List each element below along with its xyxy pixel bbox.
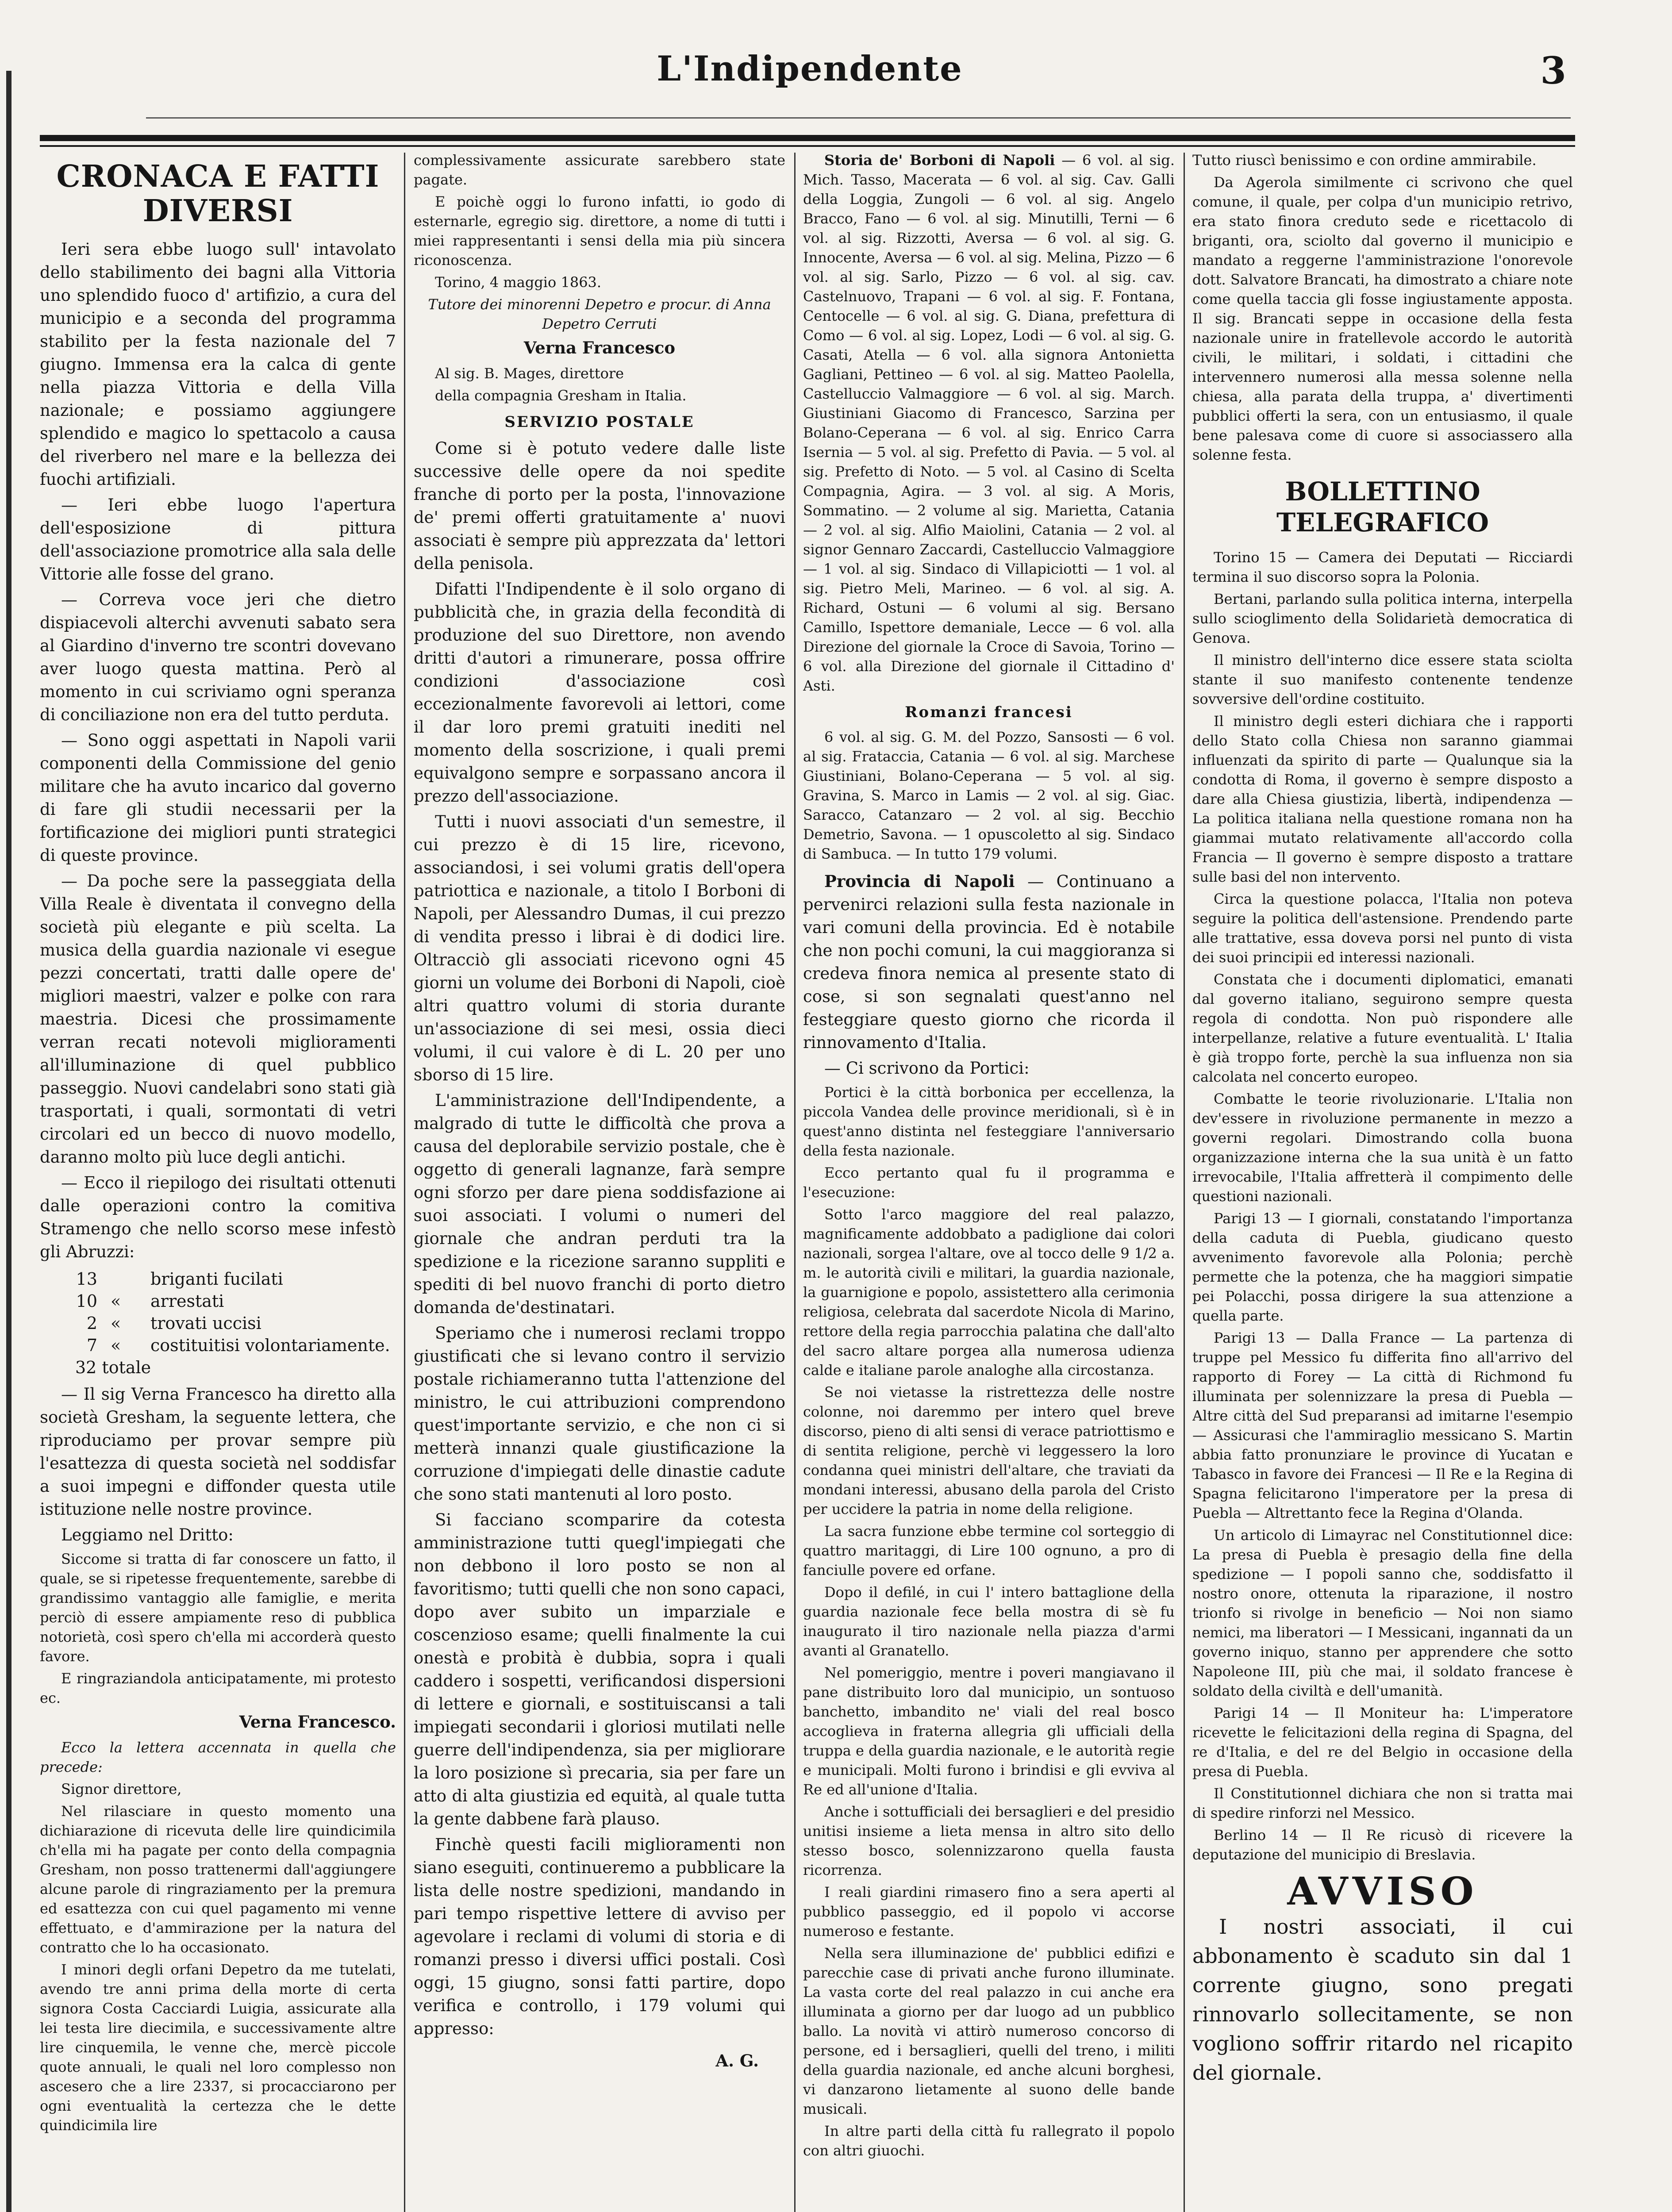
- results-total: 32 totale: [75, 1358, 151, 1377]
- article-paragraph: Dopo il defilé, in cui l' intero battaglione della guardia nazionale fece bella mostra di sè fu inaugurato il tiro nazionale nella piazza d'armi avanti al Granatello.: [803, 1584, 1175, 1659]
- article-paragraph: Tutto riuscì benissimo e con ordine ammirabile.: [1192, 152, 1537, 169]
- article-paragraph: — Sono oggi aspettati in Napoli varii componenti della Commissione del genio militare che ha avuto incarico dal governo di fare gli studii necessarii per la fortificazione dei migliori punti strategici di queste province.: [40, 731, 396, 865]
- column-divider: [794, 153, 796, 2212]
- article-paragraph: Nella sera illuminazione de' pubblici edifizi e parecchie case di privati anche furono illuminate. La vasta corte del real palazzo in cui anche era illuminata a giorno per dar luogo ad un pubblico ballo. La novità vi attirò numeroso concorso di persone, ed i bersaglieri, quelli del treno, i militi della guardia nazionale, ed anche alcuni borghesi, vi danzarono lietamente al suono delle bande musicali.: [803, 1945, 1175, 2117]
- binding-edge: [6, 71, 12, 2212]
- signer-title: Tutore dei minorenni Depetro e procur. di Anna Depetro Cerruti: [428, 296, 771, 332]
- article-paragraph: Si facciano scomparire da cotesta amministrazione tutti quegl'impiegati che non debbono il loro posto se non al favoritismo; tutti quelli che non sono capaci, dopo aver subito un imparziale e coscenzioso esame; quelli finalmente la cui onestà e probità è dubbia, sopra i quali caddero i sospetti, verificandosi dispersioni di lettere e giornali, e sostituiscansi a tali impiegati secondarii i gloriosi mutilati nelle guerre dell'indipendenza, sia per migliorare la loro posizione sì precaria, sia per fare un atto di alta giustizia ed equità, al quale tutta la gente dabbene farà plauso.: [414, 1510, 785, 1828]
- column-divider: [1184, 153, 1185, 2212]
- article-paragraph: — Ecco il riepilogo dei risultati ottenuti dalle operazioni contro la comitiva Stramengo che nello scorso mese infestò gli Abruzzi:: [40, 1173, 396, 1261]
- article-paragraph: Sotto l'arco maggiore del real palazzo, magnificamente addobbato a padiglione dai colori nazionali, sorgea l'altare, ove al tocco delle 9 1/2 a. m. le autorità civili e militari, la guardia nazionale, la guarnigione e popolo, assistettero alla cerimonia religiosa, celebrata dal sacerdote Nicola di Marino, rettore della regia parrocchia palatina che dall'alto del sacro altare porgea alla numerosa udienza calde e italiane parole analoghe alla circostanza.: [803, 1206, 1175, 1379]
- article-paragraph: — Ci scrivono da Portici:: [824, 1059, 1030, 1078]
- letter-paragraph: Nel rilasciare in questo momento una dichiarazione di ricevuta delle lire quindicimila ch'ella mi ha pagate per conto della compagnia Gresham, non posso trattenermi dall'aggiungere alcune parole di ringraziamento per la premura ed esattezza con cui quel pagamento mi venne effettuato, e d'ammirazione per la natura del contratto che lo ha occasionato.: [40, 1803, 396, 1956]
- article-paragraph: In altre parti della città fu rallegrato il popolo con altri giuochi.: [803, 2123, 1175, 2159]
- telegram: Torino 15 — Camera dei Deputati — Ricciardi termina il suo discorso sopra la Polonia.: [1192, 549, 1573, 585]
- article-paragraph: I reali giardini rimasero fino a sera aperti al pubblico passeggio, ed il popolo vi accorse numeroso e festante.: [803, 1884, 1175, 1939]
- telegram: Constata che i documenti diplomatici, emanati dal governo italiano, seguirono sempre questa regola di condotta. Non può rispondere alle interpellanze, relative a future eventualità. L' Italia è già troppo forte, perchè la sua influenza non sia calcolata nel concerto europeo.: [1192, 971, 1573, 1085]
- article-heading: Provincia di Napoli: [824, 872, 1015, 891]
- list-heading: Romanzi francesi: [905, 703, 1073, 721]
- article-paragraph: Difatti l'Indipendente è il solo organo di pubblicità che, in grazia della fecondità di produzione del suo Direttore, non avendo dritti d'autori a rimunerare, possa offrire condizioni d'associazione così eccezionalmente favorevoli ai lettori, come il dar loro premi gratuiti inediti nel momento della soscrizione, i quali premi equivalgono sempre e sorpassano ancora il prezzo dell'associazione.: [414, 580, 785, 806]
- letter-paragraph: I minori degli orfani Depetro da me tutelati, avendo tre anni prima della morte di certa signora Costa Cacciardi Luigia, assicurate alla lei testa lire diecimila, e successivamente altre lire cinquemila, le venne che, mercè piccole quote annuali, le quali nel loro complesso non ascesero che a lire 2337, si procacciarono per ogni eventualità la certezza che le dette quindicimila lire: [40, 1961, 396, 2134]
- telegram: Combatte le teorie rivoluzionarie. L'Italia non dev'essere in rivoluzione permanente in mezzo a governi regolari. Dimostrando colla buona organizzazione interna che la sua unità è un fatto irrevocabile, l'Italia affretterà il compimento delle questioni nazionali.: [1192, 1091, 1573, 1205]
- telegram: Circa la questione polacca, l'Italia non poteva seguire la politica dell'astensione. Prendendo parte alle trattative, essa doveva porsi nel punto di vista dei suoi principii ed interessi nazionali.: [1192, 891, 1573, 966]
- article-paragraph: — Correva voce jeri che dietro dispiacevoli alterchi avvenuti sabato sera al Giardino d'inverno tre scontri dovevano aver luogo questa mattina. Però al momento in cui scriviamo ogni speranza di conciliazione non era del tutto perduta.: [40, 590, 396, 724]
- masthead: [53, 49, 1566, 102]
- article-paragraph: Anche i sottufficiali dei bersaglieri e del presidio unitisi insieme a lieta mensa in altro sito dello stesso bosco, solennizzarono quella fausta ricorrenza.: [803, 1803, 1175, 1878]
- addressee: Al sig. B. Mages, direttore: [435, 365, 624, 382]
- shipment-list: Storia de' Borboni di Napoli — 6 vol. al sig. Mich. Tasso, Macerata — 6 vol. al sig. Cav. Galli della Loggia, Zungoli — 6 vol. al sig. Angelo Bracco, Fano — 6 vol. al sig. Minutilli, Terni — 6 vol. al sig. Rizzotti, Aversa — 6 vol. al sig. G. Innocente, Aversa — 6 vol. al sig. Melina, Pizzo — 6 vol. al sig. Sarlo, Pizzo — 6 vol. al sig. cav. Castelnuovo, Trapani — 6 vol. al sig. F. Fontana, Centocelle — 6 vol. al sig. G. Diana, prefettura di Como — 6 vol. al sig. Lopez, Lodi — 6 vol. al sig. G. Casati, Atella — 6 vol. alla signora Antonietta Gagliani, Pettineo — 6 vol. al sig. Matteo Paolella, Castelluccio Valmaggiore — 6 vol. al sig. March. Giustiniani Giacomo di Francesco, Sarzina per Bolano-Ceperana — 6 vol. al sig. Enrico Carra Isernia — 5 vol. al sig. Prefetto di Pavia. — 5 vol. al sig. Prefetto di Noto. — 5 vol. al Casino di Scelta Compagnia, Agira. — 3 vol. al sig. A Moris, Sommatino. — 2 volume al sig. Marietta, Catania — 2 vol. al sig. Alfio Maiolini, Catania — 2 vol. al signor Gennaro Zaccardi, Castelluccio Valmaggiore — 1 vol. al sig. Sindaco di Villapiciotti — 1 vol. al sig. Pietro Meli, Marineo. — 6 vol. al sig. A. Richard, Ostuni — 6 volumi al sig. Bersano Camillo, Ispettore demaniale, Lecce — 6 vol. alla Direzione del giornale la Croce di Savoia, Torino — 6 vol. alla Direzione del giornale il Cittadino d' Asti.: [803, 152, 1175, 694]
- telegram: Bertani, parlando sulla politica interna, interpella sullo scioglimento della Solidarietà democratica di Genova.: [1192, 591, 1573, 646]
- letter-salutation: Signor direttore,: [61, 1781, 182, 1797]
- article-paragraph: La sacra funzione ebbe termine col sorteggio di quattro maritaggi, di Lire 100 ognuno, a pro di fanciulle povere ed orfane.: [803, 1523, 1175, 1578]
- telegram: Un articolo di Limayrac nel Constitutionnel dice: La presa di Puebla è presagio della fine della spedizione — I popoli sanno che, soddisfatto il nostro onore, ottenuta la riparazione, il nostro trionfo si rivolge in beneficio — Noi non siamo nemici, ma liberatori — I Messicani, ingannati da un governo iniquo, stanno per apprendere che sotto Napoleone III, più che mai, il soldato francese è soldato della civiltà e dell'umanità.: [1192, 1527, 1573, 1699]
- article-paragraph: Portici è la città borbonica per eccellenza, la piccola Vandea delle province meridionali, sì è in quest'anno distinta nel festeggiare l'anniversario della festa nazionale.: [803, 1084, 1175, 1159]
- article-paragraph: E poichè oggi lo furono infatti, io godo di esternarle, egregio sig. direttore, a nome di tutti i miei rappresentanti i sensi della mia più sincera riconoscenza.: [414, 193, 785, 269]
- article-paragraph: Nel pomeriggio, mentre i poveri mangiavano il pane distribuito loro dal municipio, un sontuoso banchetto, imbandito ne' viali del real bosco accoglieva in fraterna allegria gli ufficiali della truppa e della guardia nazionale, e le autorità regie e municipali. Molti furono i brindisi e gli evviva al Re ed all'unione d'Italia.: [803, 1664, 1175, 1798]
- letter-paragraph: Siccome si tratta di far conoscere un fatto, il quale, se si ripetesse frequentemente, sarebbe di grandissimo vantaggio alle famiglie, e merita perciò di essere ampiamente reso di pubblica notorietà, così spero ch'ella mi accorderà questo favore.: [40, 1551, 396, 1665]
- masthead-title: L'Indipendente: [657, 49, 963, 89]
- addressee: della compagnia Gresham in Italia.: [435, 387, 687, 404]
- telegram: Il ministro degli esteri dichiara che i rapporti dello Stato colla Chiesa non saranno giammai influenzati da spirito di parte — Qualunque sia la condotta di Roma, il governo è sempre disposto a dare alla Chiesa giustizia, libertà, indipendenza — La politica italiana nella questione romana non ha giammai mutato relativamente all'accordo colla Francia — Il governo è sempre disposto a trattare sulle basi del non intervento.: [1192, 713, 1573, 885]
- column-1: [40, 150, 396, 2212]
- results-row: 10 « arrestati: [76, 1291, 224, 1311]
- article-paragraph: Da Agerola similmente ci scrivono che quel comune, il quale, per colpa d'un municipio retrivo, era stato finora creduto sede e ricettacolo di briganti, ora, sciolto dal governo il municipio e mandato a reggerne l'amministrazione l'onorevole dott. Salvatore Brancati, ha dimostrato a chiare note come quella taccia gli fosse ingiustamente apposta. Il sig. Brancati seppe in occasione della festa nazionale unire in fratellevole accordo le autorità civili, le militari, i soldati, i cittadini che intervennero numerosi alla messa solenne nella chiesa, alla parata della truppa, a' divertimenti pubblici offerti la sera, con un entusiasmo, il quale bene palesava come di cuore si associassero alla solenne festa.: [1192, 174, 1573, 463]
- telegram: Parigi 13 — I giornali, constatando l'importanza della caduta di Puebla, giudicano questo avvenimento favorevole alla Polonia; perchè permette che la potenza, che ha maggiori simpatie pei Polacchi, possa dirigere la sua attenzione a quella parte.: [1192, 1210, 1573, 1324]
- list-heading: Storia de' Borboni di Napoli: [824, 152, 1055, 169]
- column-4: [1192, 150, 1573, 2212]
- results-row: 7 « costituitisi volontariamente.: [86, 1336, 390, 1355]
- header-rule-thick: [40, 135, 1575, 141]
- telegram: Il Constitutionnel dichiara che non si tratta mai di spedire rinforzi nel Messico.: [1192, 1785, 1573, 1821]
- article-paragraph: Se noi vietasse la ristrettezza delle nostre colonne, noi daremmo per intero quel breve discorso, pieno di alti sensi di verace patriottismo e di sentita religione, perchè vi leggessero la loro condanna quei ministri dell'altare, che traviati da mondani interessi, abusano della parola del Cristo per uccidere la patria in nome della religione.: [803, 1384, 1175, 1517]
- article-paragraph: Tutti i nuovi associati d'un semestre, il cui prezzo è di 15 lire, ricevono, associandosi, i sei volumi gratis dell'opera patriottica e nazionale, a titolo I Borboni di Napoli, per Alessandro Dumas, il cui prezzo di vendita presso i librai è di dodici lire. Oltracciò gli associati ricevono ogni 45 giorni un volume dei Borboni di Napoli, cioè altri quattro volumi di storia durante un'associazione di sei mesi, ossia dieci volumi, il cui valore è di L. 20 per uno sborso di 15 lire.: [414, 812, 785, 1084]
- results-row: 13 briganti fucilati: [76, 1269, 283, 1289]
- telegram: Il ministro dell'interno dice essere stata sciolta stante il suo manifesto contenente tendenze sovversive dell'ordine costituito.: [1192, 652, 1573, 707]
- section-headline: BOLLETTINO TELEGRAFICO: [1276, 476, 1489, 538]
- header-rule-top: [146, 117, 1571, 119]
- telegram: Berlino 14 — Il Re ricusò di ricevere la deputazione del municipio di Breslavia.: [1192, 1827, 1573, 1863]
- dateline: Torino, 4 maggio 1863.: [435, 274, 602, 291]
- results-row: 2 « trovati uccisi: [86, 1313, 261, 1333]
- letter-signature: Verna Francesco.: [239, 1712, 396, 1732]
- article-paragraph: — Da poche sere la passeggiata della Villa Reale è diventata il convegno della società più elegante e più scelta. La musica della guardia nazionale vi esegue pezzi concertati, tratti dalle opere de' migliori maestri, valzer e polke con rara maestria. Dicesi che prossimamente verran recati notevoli miglioramenti all'illuminazione di quel pubblico passeggio. Nuovi candelabri sono stati già trasportati, i quali, sormontati di vetri circolari ed un becco di nuovo modello, daranno molto più luce degli antichi.: [40, 872, 396, 1167]
- article-paragraph: Ecco pertanto qual fu il programma e l'esecuzione:: [803, 1164, 1175, 1201]
- telegram: Parigi 14 — Il Moniteur ha: L'imperatore ricevette le felicitazioni della regina di Spagna, del re d'Italia, e del re del Belgio in occasione della presa di Puebla.: [1192, 1705, 1573, 1780]
- header-rule-thin: [40, 145, 1575, 147]
- section-title: SERVIZIO POSTALE: [504, 413, 695, 431]
- telegram: Parigi 13 — Dalla France — La partenza di truppe pel Messico fu differita fino all'arrivo del rapporto di Forey — La città di Richmond fu illuminata per solennizzare la presa di Puebla — Altre città del Sud preparansi ad imitarne l'esempio — Assicurasi che l'ammiraglio messicano S. Martin abbia fatto pronunziare le province di Yucatan e Tabasco in favore dei Francesi — Il Re e la Regina di Spagna felicitarono l'imperatore per la presa di Puebla — Altrettanto fece la Regina d'Olanda.: [1192, 1329, 1573, 1521]
- article-paragraph: Provincia di Napoli — Continuano a pervenirci relazioni sulla festa nazionale in vari comuni della provincia. Ed è notabile che non pochi comuni, la cui maggioranza si credeva finora nemica al presente stato di cose, si son segnalati quest'anno nel festeggiare questo giorno che ricorda il rinnovamento d'Italia.: [803, 872, 1175, 1052]
- letter-paragraph: E ringraziandola anticipatamente, mi protesto ec.: [40, 1670, 396, 1706]
- results-table: [58, 1268, 396, 1379]
- article-paragraph: — Il sig Verna Francesco ha diretto alla società Gresham, la seguente lettera, che riproduciamo per provar sempre più l'esattezza di questa società nel soddisfar a suoi impegni e diffonder questa utile istituzione nelle nostre province.: [40, 1385, 396, 1519]
- letter-intro: Ecco la lettera accennata in quella che precede:: [40, 1739, 396, 1775]
- notice-title: AVVISO: [1287, 1869, 1478, 1914]
- quoted-letter: [40, 1549, 396, 2135]
- article-paragraph: — Ieri ebbe luogo l'apertura dell'esposizione di pittura dell'associazione promotrice alla sala delle Vittorie alle fosse del grano.: [40, 495, 396, 584]
- column-3: [803, 150, 1175, 2212]
- article-paragraph: Ieri sera ebbe luogo sull' intavolato dello stabilimento dei bagni alla Vittoria uno splendido fuoco d' artifizio, a cura del municipio e a seconda del programma stabilito per la festa nazionale del 7 giugno. Immensa era la calca di gente nella piazza Vittoria e della Villa nazionale; e possiamo aggiungere splendido e magico lo spettacolo a causa del riverbero nel mare e la bellezza dei fuochi artifiziali.: [40, 240, 396, 489]
- article-paragraph: Leggiamo nel Dritto:: [61, 1525, 234, 1544]
- article-paragraph: Finchè questi facili miglioramenti non siano eseguiti, continueremo a pubblicare la lista delle nostre spedizioni, mandando in pari tempo rispettive lettere di avviso per agevolare i reclami di volumi di storia e di romanzi presso i diversi uffici postali. Così oggi, 15 giugno, sonsi fatti partire, dopo verifica e controllo, i 179 volumi qui appresso:: [414, 1835, 785, 2038]
- author-initials: A. G.: [715, 2051, 759, 2070]
- article-paragraph: Speriamo che i numerosi reclami troppo giustificati che si levano contro il servizio postale richiameranno tutta l'attenzione del ministro, le cui attribuzioni comprendono quest'importante servizio, e che non ci si metterà innanzi quale giustificazione la corruzione d'impiegati delle dinastie cadute che sono stati mantenuti al loro posto.: [414, 1324, 785, 1504]
- article-paragraph: Come si è potuto vedere dalle liste successive delle opere da noi spedite franche di porto per la posta, l'innovazione de' premi offerti gratuitamente a' nuovi associati è sempre più apprezzata da' lettori della penisola.: [414, 439, 785, 573]
- column-divider: [404, 153, 405, 2212]
- section-headline: CRONACA E FATTI DIVERSI: [56, 159, 380, 229]
- page-number: 3: [1540, 49, 1566, 92]
- article-paragraph: L'amministrazione dell'Indipendente, a malgrado di tutte le difficoltà che prova a causa del deplorabile servizio postale, che è oggetto di generali lagnanze, farà sempre ogni sforzo per dare piena soddisfazione ai suoi associati. I volumi o numeri del giornale che andran perduti tra la spedizione e la ricezione saranno suppliti e spediti di bel nuovo franchi di porto dietro domanda de'destinatari.: [414, 1091, 785, 1317]
- shipment-list: 6 vol. al sig. G. M. del Pozzo, Sansosti — 6 vol. al sig. Frataccia, Catania — 6 vol. al sig. Marchese Giustiniani, Bolano-Ceperana — 5 vol. al sig. Gravina, S. Marco in Lamis — 2 vol. al sig. Giac. Saracco, Catanzaro — 2 vol. al sig. Becchio Demetrio, Savona. — 1 opuscoletto al sig. Sindaco di Sambuca. — In tutto 179 volumi.: [803, 729, 1175, 862]
- column-2: [414, 150, 785, 2212]
- notice-text: I nostri associati, il cui abbonamento è scaduto sin dal 1 corrente giugno, sono pregati rinnovarlo sollecitamente, se non vogliono soffrir ritardo nel ricapito del giornale.: [1192, 1915, 1573, 2085]
- article-paragraph: complessivamente assicurate sarebbero state pagate.: [414, 152, 785, 188]
- letter-signature: Verna Francesco: [523, 338, 676, 357]
